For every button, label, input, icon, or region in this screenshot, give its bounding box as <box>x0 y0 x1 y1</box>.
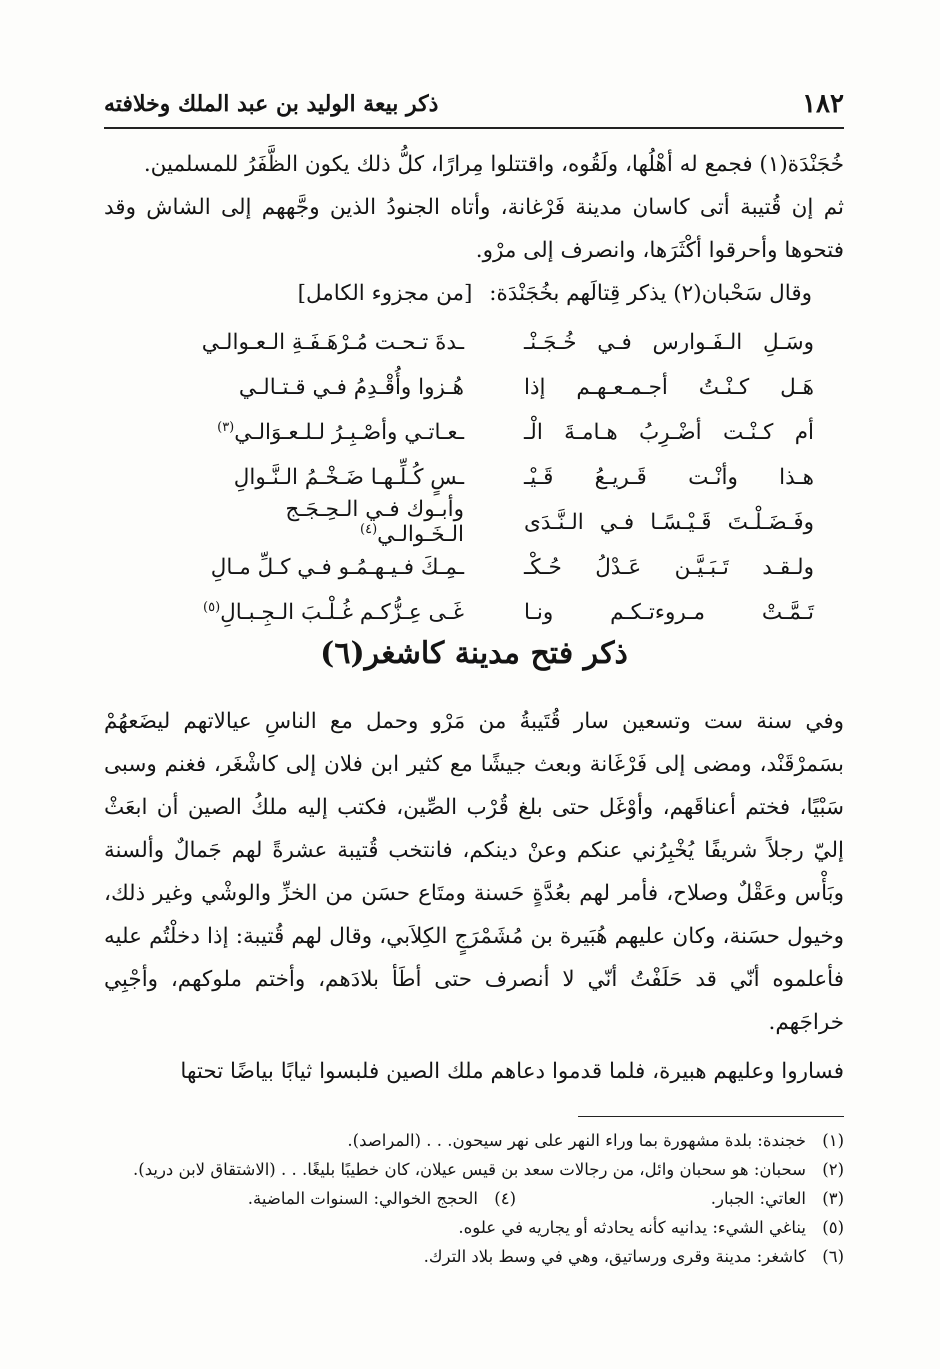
footnote-number: (٢) <box>822 1160 844 1179</box>
chapter-title: ذكر بيعة الوليد بن عبد الملك وخلافته <box>104 91 439 117</box>
verse-second-hemistich: غَـى عِـزُّكـم غُـلْـبَ الـجِـبـالِ$^{(٥)}$ <box>203 599 464 626</box>
poem <box>104 320 844 635</box>
intro-text <box>104 143 844 315</box>
poem-verse <box>104 497 844 548</box>
verse-first-hemistich: هَـل كـنْـتُ أجـمـعـهـم إذا <box>524 375 814 400</box>
footnote-marker: (٤) <box>360 522 378 538</box>
intro-paragraph-2: ثم إن قُتيبة أتى كاسان مدينة فَرْغانة، وأتاه الجنودُ الذين وجَّههم إلى الشاش وقد فتحوها وأحرقوا أكْثَرَها، وانصرف إلى مرْو. <box>104 195 844 263</box>
verse-first-hemistich: هـذا وأنْـت قَـريـعُ قَـيْـ <box>524 465 814 490</box>
verse-second-hemistich: ـدةَ تـحـت مُـرْهَـفَـةِ الـعـوالـي <box>201 330 464 355</box>
poem-meter: [من مجزوء الكامل] <box>297 281 473 306</box>
section-heading: ذكر فتح مدينة كاشغر(٦) <box>320 636 628 671</box>
footnote <box>104 1155 844 1184</box>
footnote-text: الحجج الخوالي: السنوات الماضية. <box>247 1189 478 1208</box>
poem-introduction <box>104 272 812 315</box>
footnote-text: خجندة: بلدة مشهورة بما وراء النهر على نهر سيحون. . . (المراصد). <box>347 1131 806 1150</box>
footnote-number: (٥) <box>822 1218 844 1237</box>
verse-second-hemistich: وأبـوك فـي الـحِـجَـج الـخَـوالـي$^{(٤)}$ <box>285 497 464 548</box>
section-paragraph-2: فساروا وعليهم هبيرة، فلما قدموا دعاهم ملك الصين فلبسوا ثيابًا بياضًا تحتها <box>180 1059 844 1084</box>
poem-verse <box>104 410 844 455</box>
verse-first-hemistich: تَـمَّـتْ مـروءتـكـم ونـا <box>524 600 814 625</box>
footnote-text: كاشغر: مدينة وقرى ورساتيق، وهي في وسط بلاد الترك. <box>423 1247 806 1266</box>
verse-first-hemistich: وسَـلِ الـفَـوارس فـي خُـجَـنْـ <box>524 330 814 355</box>
poem-verse <box>104 320 844 365</box>
section-body <box>104 700 844 1093</box>
footnote-text: العاتي: الجبار. <box>710 1189 806 1208</box>
footnote-number: (٤) <box>494 1189 516 1208</box>
verse-second-hemistich: هُـزوا وأُقْـدِمُ فـي قـتـالـي <box>238 375 464 400</box>
footnote <box>104 1126 844 1155</box>
footnote-marker: (٣) <box>217 419 235 435</box>
footnote-marker: (٥) <box>203 599 221 615</box>
footnote-text: سحبان: هو سحبان وائل، من رجالات سعد بن قيس عيلان، كان خطيبًا بليغًا. . . (الاشتقاق لابن دريد). <box>133 1160 806 1179</box>
header-divider <box>104 127 844 129</box>
poem-verse <box>104 545 844 590</box>
verse-second-hemistich: ـسٍ كُـلِّـهـا ضَـخْـمُ الـنَّـوالِ <box>233 465 464 490</box>
poem-verse <box>104 590 844 635</box>
page-number: ١٨٢ <box>802 89 844 119</box>
verse-first-hemistich: وفَـضَـلْـتَ قَـيْـسًـا فـي الـنَّـدَى <box>524 510 814 535</box>
running-header <box>104 84 844 124</box>
footnote-number: (٦) <box>822 1247 844 1266</box>
footnote-text: يناغي الشيء: يدانيه كأنه يحادثه أو يجاريه في علوه. <box>458 1218 806 1237</box>
verse-first-hemistich: أم كـنْـت أضْـرِبُ هـامـةَ الْـ <box>524 420 814 445</box>
poem-attribution: وقال سَحْبان(٢) يذكر قِتالَهم بخُجَنْدَة: <box>489 281 812 306</box>
footnote-pair <box>104 1184 844 1213</box>
footnote-divider <box>578 1116 844 1117</box>
poem-verse <box>104 365 844 410</box>
verse-second-hemistich: ـعـاتـي وأصْـبِـرُ لـلـعـوَالـي$^{(٣)}$ <box>217 419 464 446</box>
verse-second-hemistich: ـمِـكَ فـيـهـمُـو فـي كـلِّ مـالِ <box>210 555 464 580</box>
intro-paragraph-1: خُجَنْدَة(١) فجمع له أهْلُها، ولَقُوه، واقتتلوا مِرارًا، كلُّ ذلك يكون الظَّفَرُ للمسلمين. <box>143 152 844 177</box>
footnote <box>104 1213 844 1242</box>
section-paragraph-1: وفي سنة ست وتسعين سار قُتَيبةُ من مَرْو وحمل مع الناسِ عيالاتهم ليضَعهُمْ بسَمرْقَنْد، ومضى إلى فَرْغَانة وبعث جيشًا مع كثير ابن فلان إلى كاشْغَر، فغنم وسبى سَبْيًا، فختم أعناقَهم، وأوْغَل حتى بلغ قُرْب الصِّين، فكتب إليه ملكُ الصين أن ابعَثْ إليّ رجلاً شريفًا يُخْبِرُني عنكم وعنْ دينكم، فانتخب قُتيبة عشرةً لهم جَمالٌ وألسنة وبَأْس وعَقْلٌ وصلاح، فأمر لهم بعُدَّةٍ حَسنة ومتَاع حسَن من الخزِّ والوشْي وغير ذلك، وخيول حسَنة، وكان عليهم هُبَيرة بن مُشَمْرَجٍ الكِلاَبي، وقال لهم قُتيبة: إذا دخلْتُم عليه فأعلموه أنّي قد حَلَفْتُ أنّي لا أنصرف حتى أطَأ بلادَهم، وأختم ملوكهم، وأجْبِي خراجَهم. <box>104 709 844 1035</box>
poem-verse <box>104 455 844 500</box>
footnote <box>104 1242 844 1271</box>
footnote-number: (٣) <box>822 1189 844 1208</box>
footnote-number: (١) <box>822 1131 844 1150</box>
footnotes <box>104 1126 844 1271</box>
verse-first-hemistich: ولـقـد تَـبَـيَّـن عَـدْلُ حُـكْـ <box>524 555 814 580</box>
